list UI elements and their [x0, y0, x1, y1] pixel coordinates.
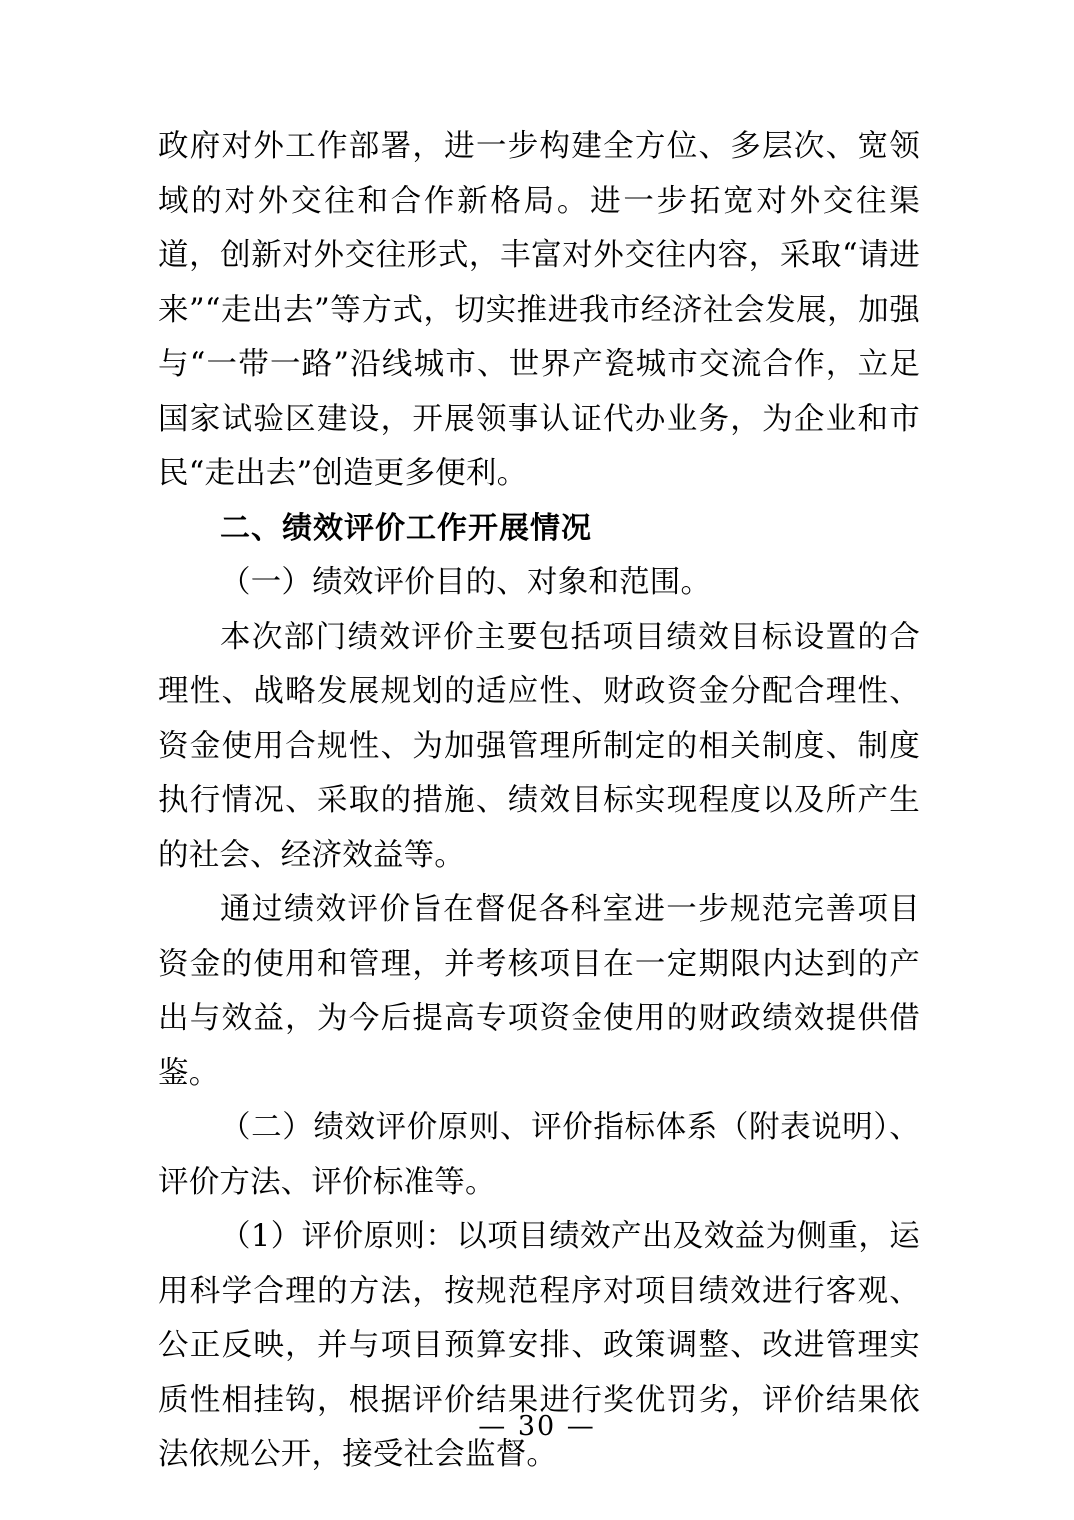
paragraph-principles-detail: （1）评价原则：以项目绩效产出及效益为侧重，运用科学合理的方法，按规范程序对项目绩效进行客观、公正反映，并与项目预算安排、政策调整、改进管理实质性相挂钩，根据评价结果进行奖优罚劣，评价结果依法依规公开，接受社会监督。 — [158, 1219, 920, 1472]
paragraph-evaluation-goal: 通过绩效评价旨在督促各科室进一步规范完善项目资金的使用和管理，并考核项目在一定期限内达到的产出与效益，为今后提高专项资金使用的财政绩效提供借鉴。 — [158, 892, 920, 1091]
paragraph-purpose-scope-title: （一）绩效评价目的、对象和范围。 — [220, 565, 712, 600]
paragraph-evaluation-contents: 本次部门绩效评价主要包括项目绩效目标设置的合理性、战略发展规划的适应性、财政资金分配合理性、资金使用合规性、为加强管理所制定的相关制度、制度执行情况、采取的措施、绩效目标实现程度以及所产生的社会、经济效益等。 — [158, 619, 920, 873]
paragraph-continuation: 政府对外工作部署，进一步构建全方位、多层次、宽领域的对外交往和合作新格局。进一步拓宽对外交往渠道，创新对外交往形式，丰富对外交往内容，采取“请进来”“走出去”等方式，切实推进我市经济社会发展，加强与“一带一路”沿线城市、世界产瓷城市交流合作，立足国家试验区建设，开展领事认证代办业务，为企业和市民“走出去”创造更多便利。 — [158, 129, 920, 491]
paragraph-principles-title: （二）绩效评价原则、评价指标体系（附表说明）、评价方法、评价标准等。 — [158, 1110, 920, 1200]
page-number: — 30 — — [478, 1411, 596, 1442]
page-body — [158, 120, 920, 1483]
section-heading-performance-evaluation: 二、绩效评价工作开展情况 — [220, 510, 592, 546]
